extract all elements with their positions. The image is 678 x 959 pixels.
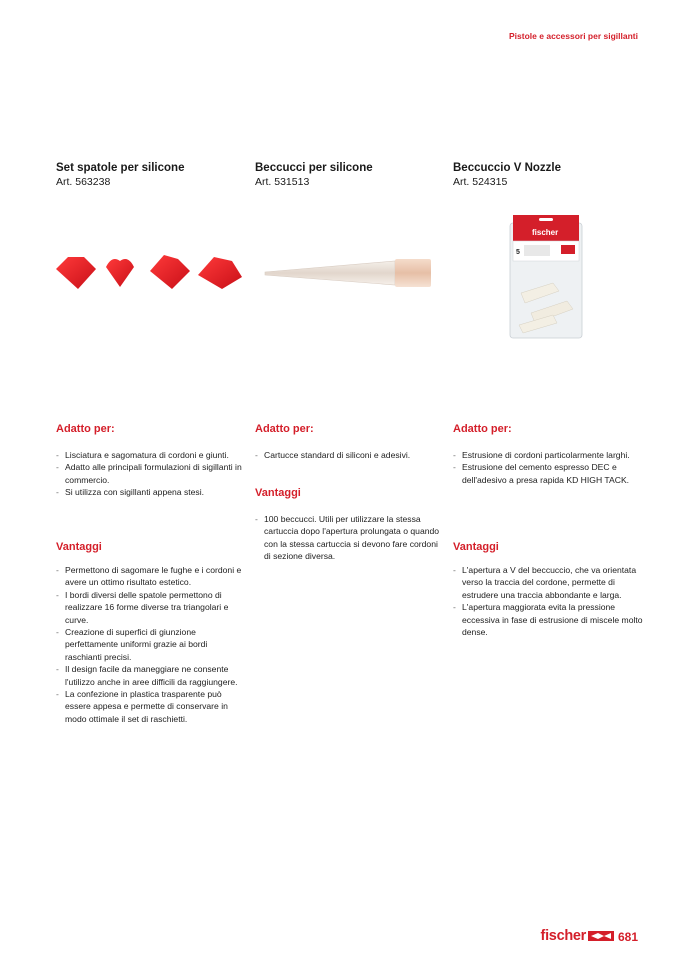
product-column-vnozzle [453, 161, 643, 638]
package-count: 5 [516, 249, 520, 256]
nozzle-tube [265, 261, 395, 285]
list-item: - La confezione in plastica trasparente può essere appesa e permette di conservare in modo ottimale il set di raschietti. [56, 688, 246, 725]
suitable-title: Adatto per: [453, 423, 512, 435]
list-item: - Estrusione del cemento espresso DEC e dell'adesivo a presa rapida KD HIGH TACK. [453, 461, 643, 486]
fischer-logo-icon [588, 931, 614, 941]
product-image-spatole [56, 209, 244, 339]
product-article: Art. 531513 [255, 176, 310, 188]
list-item: - Lisciatura e sagomatura di cordoni e giunti. [56, 449, 246, 461]
product-image-beccucci [255, 209, 443, 339]
page-category: Pistole e accessori per sigillanti [509, 31, 638, 41]
product-column-spatole [56, 161, 244, 724]
suitable-list [255, 449, 445, 461]
list-item: - 100 beccucci. Utili per utilizzare la stessa cartuccia dopo l'apertura prolungata o quando con la stessa cartuccia si devono fare cordoni di sezione diversa. [255, 513, 445, 563]
list-item: - Il design facile da maneggiare ne consente l'utilizzo anche in aree difficili da raggiungere. [56, 663, 246, 688]
product-title: Set spatole per silicone [56, 162, 185, 174]
advantages-title: Vantaggi [255, 487, 301, 499]
spatula-shape-4 [198, 257, 242, 289]
page-number: 681 [617, 930, 638, 944]
advantages-list [56, 564, 246, 725]
list-item: - Si utilizza con sigillanti appena stesi. [56, 486, 246, 498]
brand-logo-text: fischer [540, 928, 586, 944]
package-label-red [561, 245, 575, 254]
list-item: - Estrusione di cordoni particolarmente larghi. [453, 449, 643, 461]
suitable-title: Adatto per: [255, 423, 314, 435]
suitable-list [56, 449, 246, 499]
package-label-graphic [524, 245, 550, 256]
advantages-title: Vantaggi [56, 541, 102, 553]
nozzle-illustration [255, 209, 443, 339]
advantages-title: Vantaggi [453, 541, 499, 553]
suitable-list [453, 449, 643, 486]
product-article: Art. 524315 [453, 176, 508, 188]
product-article: Art. 563238 [56, 176, 111, 188]
product-column-beccucci [255, 161, 443, 562]
advantages-list [453, 564, 643, 638]
product-title: Beccucci per silicone [255, 162, 373, 174]
spatula-shape-1 [56, 257, 96, 289]
package-hang-hole [539, 218, 553, 221]
suitable-title: Adatto per: [56, 423, 115, 435]
product-image-vnozzle [453, 209, 641, 339]
spatula-shape-3 [150, 255, 190, 289]
spatula-shape-2 [106, 259, 134, 287]
package-brand: fischer [532, 228, 559, 237]
list-item: - Cartucce standard di siliconi e adesivi. [255, 449, 445, 461]
advantages-list [255, 513, 445, 563]
product-title: Beccuccio V Nozzle [453, 162, 562, 174]
footer-brand [541, 928, 614, 944]
list-item: - Adatto alle principali formulazioni di sigillanti in commercio. [56, 461, 246, 486]
nozzle-base [395, 259, 431, 287]
list-item: - Permettono di sagomare le fughe e i cordoni e avere un ottimo risultato estetico. [56, 564, 246, 589]
list-item: - Creazione di superfici di giunzione perfettamente uniformi grazie ai bordi raschianti precisi. [56, 626, 246, 663]
list-item: - I bordi diversi delle spatole permettono di realizzare 16 forme diverse tra triangolari e curve. [56, 589, 246, 626]
list-item: - L'apertura a V del beccuccio, che va orientata verso la traccia del cordone, permette di estrudere una traccia abbondante e larga. [453, 564, 643, 601]
package-illustration [453, 209, 641, 339]
list-item: - L'apertura maggiorata evita la pressione eccessiva in fase di estrusione di miscele molto dense. [453, 601, 643, 638]
spatula-set-illustration [56, 209, 244, 339]
